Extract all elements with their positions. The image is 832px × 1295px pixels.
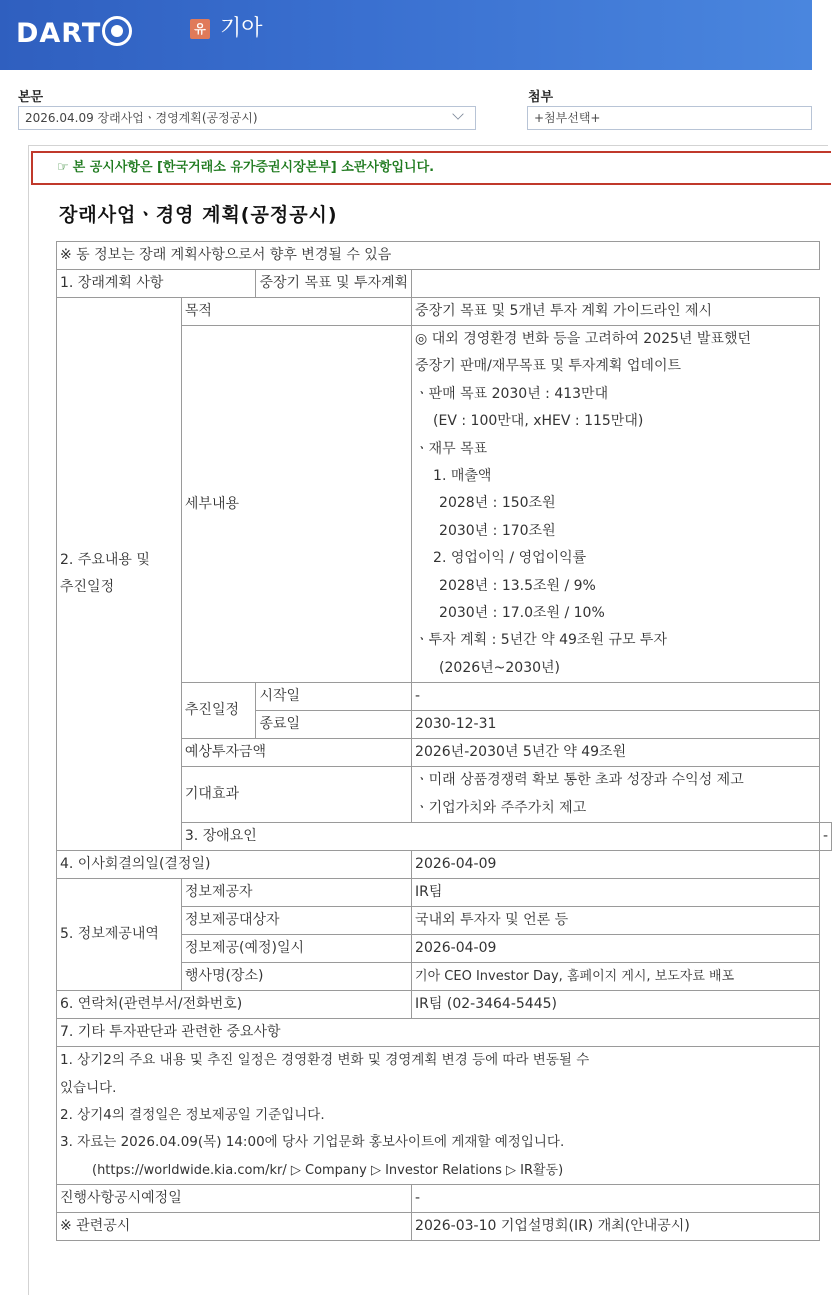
table-row [57,991,832,1019]
table-row [57,1047,832,1185]
other-line: 2. 상기4의 결정일은 정보제공일 기준입니다. [60,1106,325,1123]
related-disclosure-link[interactable]: 2026-03-10 기업설명회(IR) 개최(안내공시) [412,1213,820,1241]
row-label: 추진일정 [60,579,115,596]
row-value: IR팀 (02-3464-5445) [412,991,820,1019]
effect-content [412,767,820,823]
sub-label: 시작일 [256,683,412,711]
other-line: 1. 상기2의 주요 내용 및 추진 일정은 경영환경 변화 및 경영계획 변경 등에 따라 변동될 수 [60,1052,590,1069]
notice-text: 본 공시사항은 [한국거래소 유가증권시장본부] 소관사항입니다. [72,160,435,175]
document-selectors [0,86,812,136]
table-row [57,879,832,907]
table-row [57,242,832,270]
sub-label: 예상투자금액 [181,739,411,767]
row-label: 2. 주요내용 및 [60,551,150,568]
disclosure-document [28,145,828,1295]
top-header [0,0,812,70]
disclaimer-cell: ※ 동 정보는 장래 계획사항으로서 향후 변경될 수 있음 [57,242,820,270]
table-row [57,270,832,298]
row-label: 5. 정보제공내역 [57,879,182,991]
row-value: 2026-04-09 [412,935,820,963]
detail-line: 2028년 : 13.5조원 / 9% [439,577,596,594]
chevron-down-icon [452,108,463,119]
row-label: 6. 연락처(관련부서/전화번호) [57,991,412,1019]
detail-line: ㆍ재무 목표 [415,440,488,457]
detail-line: 중장기 판매/재무목표 및 투자계획 업데이트 [415,358,681,375]
table-row [57,1019,832,1047]
row-label: 진행사항공시예정일 [57,1185,412,1213]
market-badge: 유 [190,19,210,39]
effect-line: ㆍ미래 상품경쟁력 확보 통한 초과 성장과 수익성 제고 [415,772,744,789]
main-doc-label: 본문 [18,90,44,105]
other-matters-content [57,1047,820,1185]
detail-content [412,326,820,683]
jurisdiction-notice [31,151,831,185]
logo-text: DART [16,18,102,49]
attach-select-value: +첨부선택+ [534,111,601,125]
row-value: - [412,683,820,711]
sub-label: 세부내용 [181,326,411,683]
table-row [57,1185,832,1213]
detail-line: (EV : 100만대, xHEV : 115만대) [433,413,644,430]
ir-link-line[interactable]: (https://worldwide.kia.com/kr/ ▷ Company ▷ Investor Relations ▷ IR활동) [92,1162,564,1178]
other-line: 있습니다. [60,1079,117,1096]
row-label: 1. 장래계획 사항 [57,270,256,298]
page-title: 장래사업ㆍ경영 계획(공정공시) [59,204,338,226]
sub-label: 행사명(장소) [181,963,411,991]
sub-label: 추진일정 [181,683,256,739]
row-value: IR팀 [412,879,820,907]
attach-label: 첨부 [528,90,554,105]
disclosure-table [56,241,832,1241]
row-label: 7. 기타 투자판단과 관련한 중요사항 [57,1019,820,1047]
row-value: 국내외 투자자 및 언론 등 [412,907,820,935]
row-value: 2030-12-31 [412,711,820,739]
table-row [57,1213,832,1241]
sub-label: 정보제공대상자 [181,907,411,935]
detail-line: (2026년~2030년) [439,659,561,676]
sub-label: 정보제공자 [181,879,411,907]
row-value: 중장기 목표 및 5개년 투자 계획 가이드라인 제시 [412,298,820,326]
sub-label: 정보제공(예정)일시 [181,935,411,963]
detail-line: ㆍ판매 목표 2030년 : 413만대 [415,385,609,402]
main-doc-select-value: 2026.04.09 장래사업ㆍ경영계획(공정공시) [25,111,258,125]
sub-label: 목적 [181,298,411,326]
detail-line: 2030년 : 170조원 [439,522,556,539]
detail-line: ◎ 대외 경영환경 변화 등을 고려하여 2025년 발표했던 [415,331,751,347]
sub-label: 기대효과 [181,767,411,823]
row-label: 4. 이사회결의일(결정일) [57,851,412,879]
effect-line: ㆍ기업가치와 주주가치 제고 [415,799,587,816]
table-row [57,851,832,879]
table-row [57,298,832,326]
attach-select[interactable] [527,106,812,130]
row-value: 2026년-2030년 5년간 약 49조원 [412,739,820,767]
detail-line: 2. 영업이익 / 영업이익률 [433,550,587,567]
row-value: 기아 CEO Investor Day, 홈페이지 게시, 보도자료 배포 [412,963,820,991]
dart-logo[interactable] [16,14,132,54]
detail-line: ㆍ투자 계획 : 5년간 약 49조원 규모 투자 [415,632,667,649]
sub-label: 종료일 [256,711,412,739]
row-value: - [819,823,831,851]
other-line: 3. 자료는 2026.04.09(목) 14:00에 당사 기업문화 홍보사이트에 게재할 예정입니다. [60,1134,565,1151]
row-value: 2026-04-09 [412,851,820,879]
company-name[interactable]: 기아 [220,16,263,41]
detail-line: 2030년 : 17.0조원 / 10% [439,605,605,622]
detail-line: 1. 매출액 [433,468,492,485]
pointing-hand-icon: ☞ [57,160,69,175]
main-content-label [57,298,182,851]
logo-o-icon [102,16,132,46]
main-doc-select[interactable] [18,106,476,130]
row-value: 중장기 목표 및 투자계획 [256,270,412,298]
row-value: - [412,1185,820,1213]
row-label: ※ 관련공시 [57,1213,412,1241]
row-label: 3. 장애요인 [181,823,819,851]
detail-line: 2028년 : 150조원 [439,495,556,512]
